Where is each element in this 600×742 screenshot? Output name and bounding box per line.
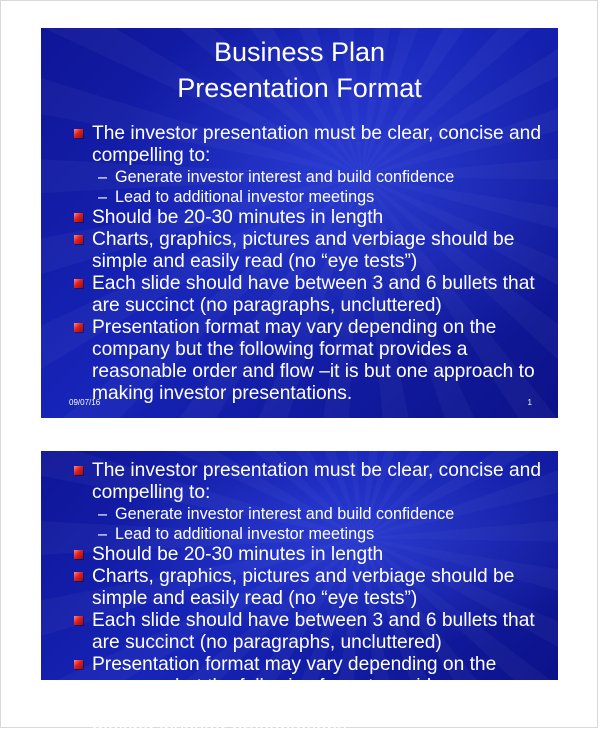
bullet-text: Each slide should have between 3 and 6 bullets that are succinct (no paragraphs, uncluttered) [92,610,535,653]
bullet-text: Should be 20-30 minutes in length [92,544,384,565]
sub-bullet-item [73,504,548,524]
bullet-item [73,610,548,654]
bullet-square-icon [74,279,83,288]
bullet-text: The investor presentation must be clear, concise and compelling to: [92,123,542,166]
slide-2 [41,451,558,741]
bullet-text: The investor presentation must be clear, concise and compelling to: [92,460,542,503]
bullet-text: Presentation format may vary depending on the company but the following format provides a reasonable order and flow –it is but one approach to making investor presentations. [92,654,535,741]
sub-bullet-text: Generate investor interest and build confidence [115,168,455,186]
bullet-item [73,273,548,317]
sub-bullet-text: Lead to additional investor meetings [115,188,375,206]
dash-icon: – [98,188,108,206]
bullet-text: Should be 20-30 minutes in length [92,207,384,228]
slide-title-line-1: Business Plan [213,37,386,67]
dash-icon: – [98,525,108,543]
sub-bullet-text: Lead to additional investor meetings [115,525,375,543]
bullet-item [73,317,548,405]
bullet-item [73,229,548,273]
slide-title [41,34,558,106]
sub-bullet-item [73,167,548,187]
dash-icon: – [98,168,108,186]
slide-1 [41,28,558,418]
bullet-text: Charts, graphics, pictures and verbiage should be simple and easily read (no “eye tests”) [92,566,515,609]
sub-bullet-text: Generate investor interest and build confidence [115,505,455,523]
bullet-item [73,566,548,610]
bullet-square-icon [74,660,83,669]
bullet-square-icon [74,616,83,625]
slide-footer-date: 09/07/16 [69,398,101,407]
bullet-square-icon [74,550,83,559]
bullet-square-icon [74,323,83,332]
sub-bullet-item [73,187,548,207]
bullet-text: Presentation format may vary depending on the company but the following format provides a reasonable order and flow –it is but one approach to making investor presentations. [92,317,535,404]
bullet-text: Charts, graphics, pictures and verbiage should be simple and easily read (no “eye tests”) [92,229,515,272]
bullet-item [73,207,548,229]
bullet-item [73,544,548,566]
sub-bullet-item [73,524,548,544]
bullet-square-icon [74,235,83,244]
slide-page-number: 1 [527,398,532,407]
slide-body [73,123,548,405]
bullet-square-icon [74,129,83,138]
bullet-item [73,123,548,167]
slide-title-line-2: Presentation Format [177,73,422,103]
bullet-square-icon [74,572,83,581]
bullet-square-icon [74,466,83,475]
bullet-item [73,654,548,742]
dash-icon: – [98,505,108,523]
bullet-square-icon [74,213,83,222]
bullet-text: Each slide should have between 3 and 6 bullets that are succinct (no paragraphs, uncluttered) [92,273,535,316]
bullet-item [73,460,548,504]
slide-body [73,460,548,742]
